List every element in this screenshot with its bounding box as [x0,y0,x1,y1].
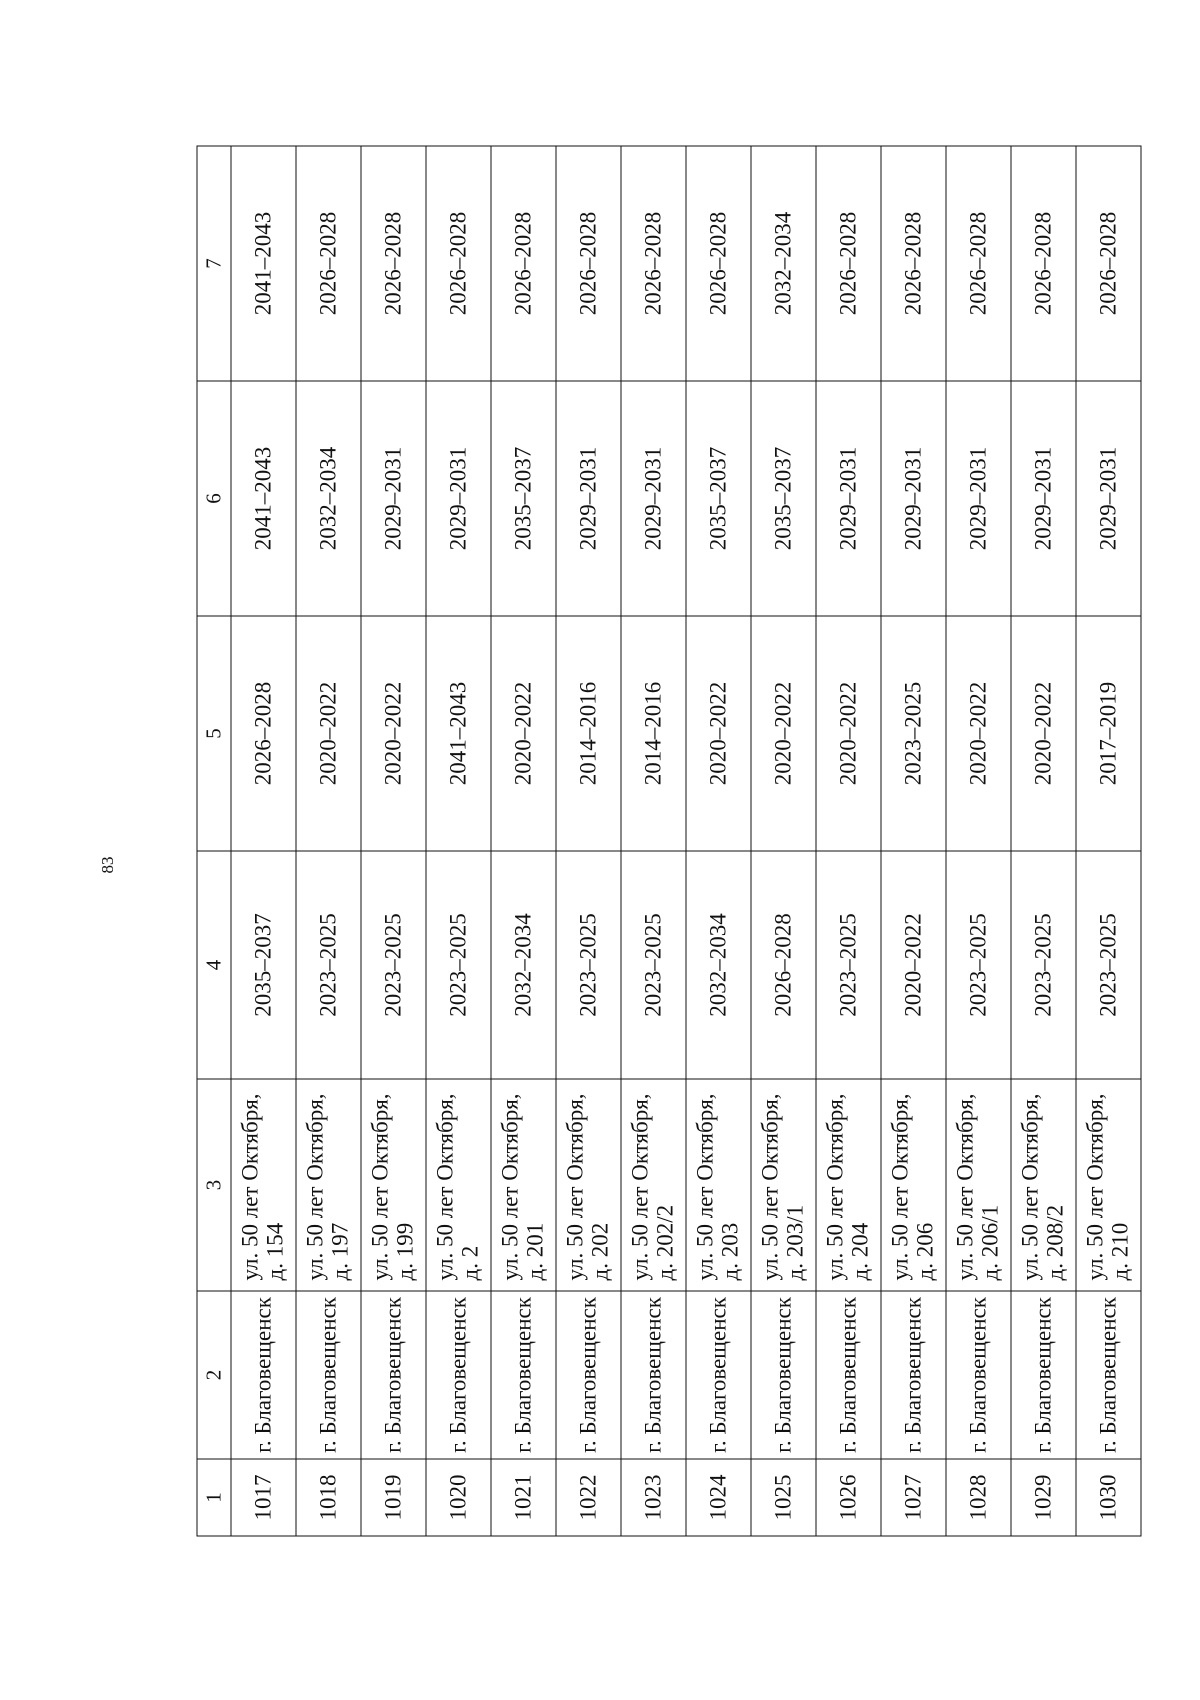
address-cell: ул. 50 лет Октября, д. 203 [686,1079,751,1291]
address-cell: ул. 50 лет Октября, д. 206 [881,1079,946,1291]
period-col4-cell: 2032–2034 [491,851,556,1079]
row-number-cell: 1024 [686,1459,751,1536]
table-body [197,146,1141,1536]
city-cell: г. Благовещенск [361,1291,426,1459]
column-header: 1 [197,1459,231,1536]
period-col7-cell: 2026–2028 [621,146,686,381]
city-cell: г. Благовещенск [621,1291,686,1459]
period-col5-cell: 2020–2022 [751,616,816,851]
period-col7-cell: 2026–2028 [1076,146,1141,381]
period-col4-cell: 2023–2025 [816,851,881,1079]
period-col6-cell: 2029–2031 [816,381,881,616]
period-col7-cell: 2026–2028 [296,146,361,381]
row-number-cell: 1017 [231,1459,296,1536]
table-row [621,146,686,1536]
address-cell: ул. 50 лет Октября, д. 154 [231,1079,296,1291]
period-col6-cell: 2035–2037 [491,381,556,616]
city-cell: г. Благовещенск [1011,1291,1076,1459]
city-cell: г. Благовещенск [686,1291,751,1459]
city-cell: г. Благовещенск [556,1291,621,1459]
city-cell: г. Благовещенск [231,1291,296,1459]
period-col6-cell: 2032–2034 [296,381,361,616]
registry-table [197,145,1142,1536]
period-col7-cell: 2026–2028 [556,146,621,381]
address-cell: ул. 50 лет Октября, д. 197 [296,1079,361,1291]
row-number-cell: 1026 [816,1459,881,1536]
table-row [881,146,946,1536]
table-row [556,146,621,1536]
period-col6-cell: 2029–2031 [946,381,1011,616]
period-col5-cell: 2020–2022 [296,616,361,851]
city-cell: г. Благовещенск [426,1291,491,1459]
page-number: 83 [98,856,117,874]
period-col4-cell: 2023–2025 [361,851,426,1079]
period-col5-cell: 2023–2025 [881,616,946,851]
city-cell: г. Благовещенск [816,1291,881,1459]
period-col5-cell: 2026–2028 [231,616,296,851]
address-cell: ул. 50 лет Октября, д. 2 [426,1079,491,1291]
address-cell: ул. 50 лет Октября, д. 204 [816,1079,881,1291]
city-cell: г. Благовещенск [491,1291,556,1459]
period-col7-cell: 2026–2028 [881,146,946,381]
period-col4-cell: 2032–2034 [686,851,751,1079]
period-col4-cell: 2020–2022 [881,851,946,1079]
period-col6-cell: 2035–2037 [751,381,816,616]
period-col5-cell: 2020–2022 [686,616,751,851]
period-col7-cell: 2026–2028 [361,146,426,381]
period-col5-cell: 2020–2022 [816,616,881,851]
city-cell: г. Благовещенск [751,1291,816,1459]
address-cell: ул. 50 лет Октября, д. 206/1 [946,1079,1011,1291]
address-cell: ул. 50 лет Октября, д. 210 [1076,1079,1141,1291]
table-row [491,146,556,1536]
period-col6-cell: 2029–2031 [621,381,686,616]
period-col5-cell: 2020–2022 [1011,616,1076,851]
registry-table-container [197,146,1132,1536]
row-number-cell: 1025 [751,1459,816,1536]
table-row [686,146,751,1536]
period-col5-cell: 2014–2016 [621,616,686,851]
period-col4-cell: 2023–2025 [1076,851,1141,1079]
table-header-row [197,146,231,1536]
column-header: 6 [197,381,231,616]
period-col7-cell: 2041–2043 [231,146,296,381]
city-cell: г. Благовещенск [1076,1291,1141,1459]
table-row [751,146,816,1536]
period-col4-cell: 2023–2025 [621,851,686,1079]
period-col5-cell: 2014–2016 [556,616,621,851]
period-col6-cell: 2041–2043 [231,381,296,616]
period-col4-cell: 2023–2025 [946,851,1011,1079]
period-col5-cell: 2041–2043 [426,616,491,851]
period-col5-cell: 2020–2022 [946,616,1011,851]
period-col5-cell: 2020–2022 [361,616,426,851]
address-cell: ул. 50 лет Октября, д. 199 [361,1079,426,1291]
period-col6-cell: 2029–2031 [361,381,426,616]
address-cell: ул. 50 лет Октября, д. 203/1 [751,1079,816,1291]
period-col6-cell: 2029–2031 [426,381,491,616]
period-col6-cell: 2029–2031 [556,381,621,616]
period-col6-cell: 2029–2031 [1011,381,1076,616]
period-col6-cell: 2035–2037 [686,381,751,616]
row-number-cell: 1020 [426,1459,491,1536]
period-col7-cell: 2026–2028 [1011,146,1076,381]
column-header: 4 [197,851,231,1079]
table-row [426,146,491,1536]
city-cell: г. Благовещенск [296,1291,361,1459]
table-row [1011,146,1076,1536]
table-row [946,146,1011,1536]
row-number-cell: 1028 [946,1459,1011,1536]
period-col6-cell: 2029–2031 [881,381,946,616]
city-cell: г. Благовещенск [946,1291,1011,1459]
address-cell: ул. 50 лет Октября, д. 202/2 [621,1079,686,1291]
period-col6-cell: 2029–2031 [1076,381,1141,616]
period-col4-cell: 2023–2025 [426,851,491,1079]
row-number-cell: 1029 [1011,1459,1076,1536]
column-header: 3 [197,1079,231,1291]
period-col5-cell: 2020–2022 [491,616,556,851]
period-col7-cell: 2026–2028 [946,146,1011,381]
address-cell: ул. 50 лет Октября, д. 201 [491,1079,556,1291]
period-col4-cell: 2023–2025 [296,851,361,1079]
period-col7-cell: 2026–2028 [491,146,556,381]
city-cell: г. Благовещенск [881,1291,946,1459]
row-number-cell: 1022 [556,1459,621,1536]
row-number-cell: 1027 [881,1459,946,1536]
period-col7-cell: 2026–2028 [686,146,751,381]
column-header: 2 [197,1291,231,1459]
row-number-cell: 1023 [621,1459,686,1536]
table-row [296,146,361,1536]
address-cell: ул. 50 лет Октября, д. 208/2 [1011,1079,1076,1291]
period-col5-cell: 2017–2019 [1076,616,1141,851]
row-number-cell: 1018 [296,1459,361,1536]
table-row [361,146,426,1536]
table-row [231,146,296,1536]
period-col7-cell: 2026–2028 [816,146,881,381]
address-cell: ул. 50 лет Октября, д. 202 [556,1079,621,1291]
row-number-cell: 1021 [491,1459,556,1536]
row-number-cell: 1030 [1076,1459,1141,1536]
column-header: 7 [197,146,231,381]
period-col7-cell: 2032–2034 [751,146,816,381]
period-col7-cell: 2026–2028 [426,146,491,381]
period-col4-cell: 2023–2025 [556,851,621,1079]
column-header: 5 [197,616,231,851]
table-row [816,146,881,1536]
table-row [1076,146,1141,1536]
period-col4-cell: 2035–2037 [231,851,296,1079]
period-col4-cell: 2023–2025 [1011,851,1076,1079]
period-col4-cell: 2026–2028 [751,851,816,1079]
row-number-cell: 1019 [361,1459,426,1536]
